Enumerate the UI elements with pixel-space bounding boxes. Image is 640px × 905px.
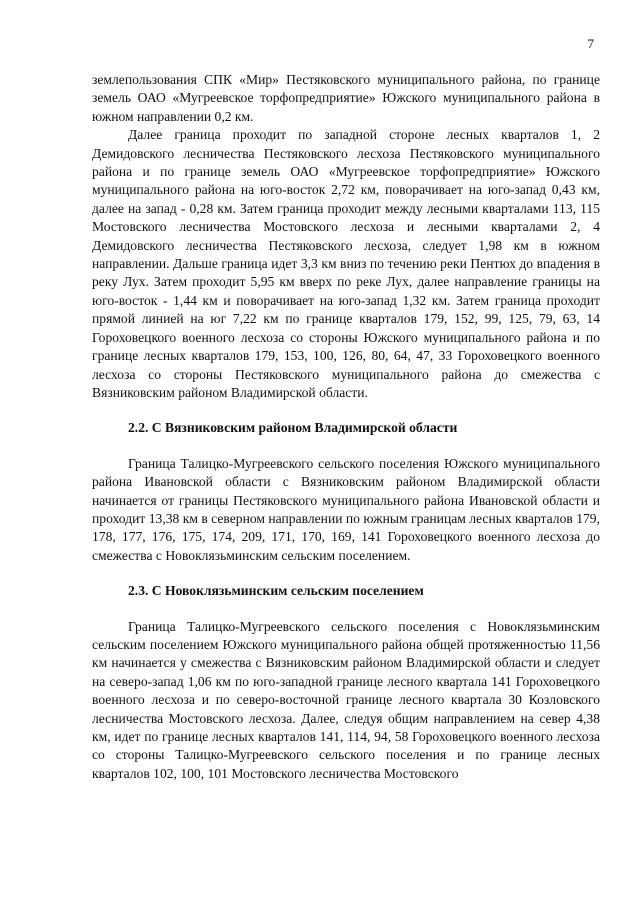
paragraph-continued: землепользования СПК «Мир» Пестяковского муниципального района, по границе земель ОАО «Мугреевское торфопредприятие» Южского муниципального района в южном направлении 0,2 км.: [92, 72, 600, 124]
paragraph-boundary-description: Далее граница проходит по западной стороне лесных кварталов 1, 2 Демидовского лесничества Пестяковского лесхоза Пестяковского муниципального района и по границе земель ОАО «Мугреевское торфопредприятие» Южского муниципального района на юго-восток 2,72 км, поворачивает на юго-запад 0,43 км, далее на запад - 0,28 км. Затем граница проходит между лесными кварталами 113, 115 Мостовского лесничества Мостовского лесхоза и лесными кварталами 2, 4 Демидовского лесничества Пестяковского лесхоза, следует 1,98 км в южном направлении. Дальше граница идет 3,3 км вниз по течению реки Пентюх до впадения в реку Лух. Затем проходит 5,95 км вверх по реке Лух, далее направление границы на юго-восток - 1,44 км и поворачивает на юго-запад 1,32 км. Затем граница проходит прямой линией на юг 7,22 км по границе кварталов 179, 152, 99, 125, 79, 63, 14 Гороховецкого военного лесхоза со стороны Южского муниципального района и по границе лесных кварталов 179, 153, 100, 126, 80, 64, 47, 33 Гороховецкого военного лесхоза со стороны Пестяковского муниципального района до смежества с Вязниковским районом Владимирской области.: [92, 127, 600, 400]
paragraph-vyaznikovsky-boundary: Граница Талицко-Мугреевского сельского поселения Южского муниципального района Ивановской области с Вязниковским районом Владимирской области начинается от границы Пестяковского муниципального района Ивановской области и проходит 13,38 км в северном направлении по южным границам лесных кварталов 179, 178, 177, 176, 175, 174, 209, 171, 170, 169, 141 Гороховецкого военного лесхоза до смежества с Новоклязьминским сельским поселением.: [92, 455, 600, 563]
page-number: 7: [587, 36, 594, 51]
section-heading-2-2: 2.2. С Вязниковским районом Владимирской области: [128, 420, 458, 436]
section-heading-2-3: 2.3. С Новоклязьминским сельским поселением: [128, 583, 424, 599]
document-body: [92, 71, 600, 783]
paragraph-novoklyazminsky-boundary: Граница Талицко-Мугреевского сельского поселения с Новоклязьминским сельским поселением Южского муниципального района общей протяженностью 11,56 км начинается у смежества с Вязниковским районом Владимирской области и следует на северо-запад 1,06 км по юго-западной границе лесного квартала 141 Гороховецкого военного лесхоза и по северо-восточной границе лесного квартала 30 Козловского лесничества Мостовского лесхоза. Далее, следуя общим направлением на север 4,38 км, идет по границе лесных кварталов 141, 114, 94, 58 Гороховецкого военного лесхоза со стороны Талицко-Мугреевского сельского поселения и по границе лесных кварталов 102, 100, 101 Мостовского лесничества Мостовского: [92, 618, 600, 781]
